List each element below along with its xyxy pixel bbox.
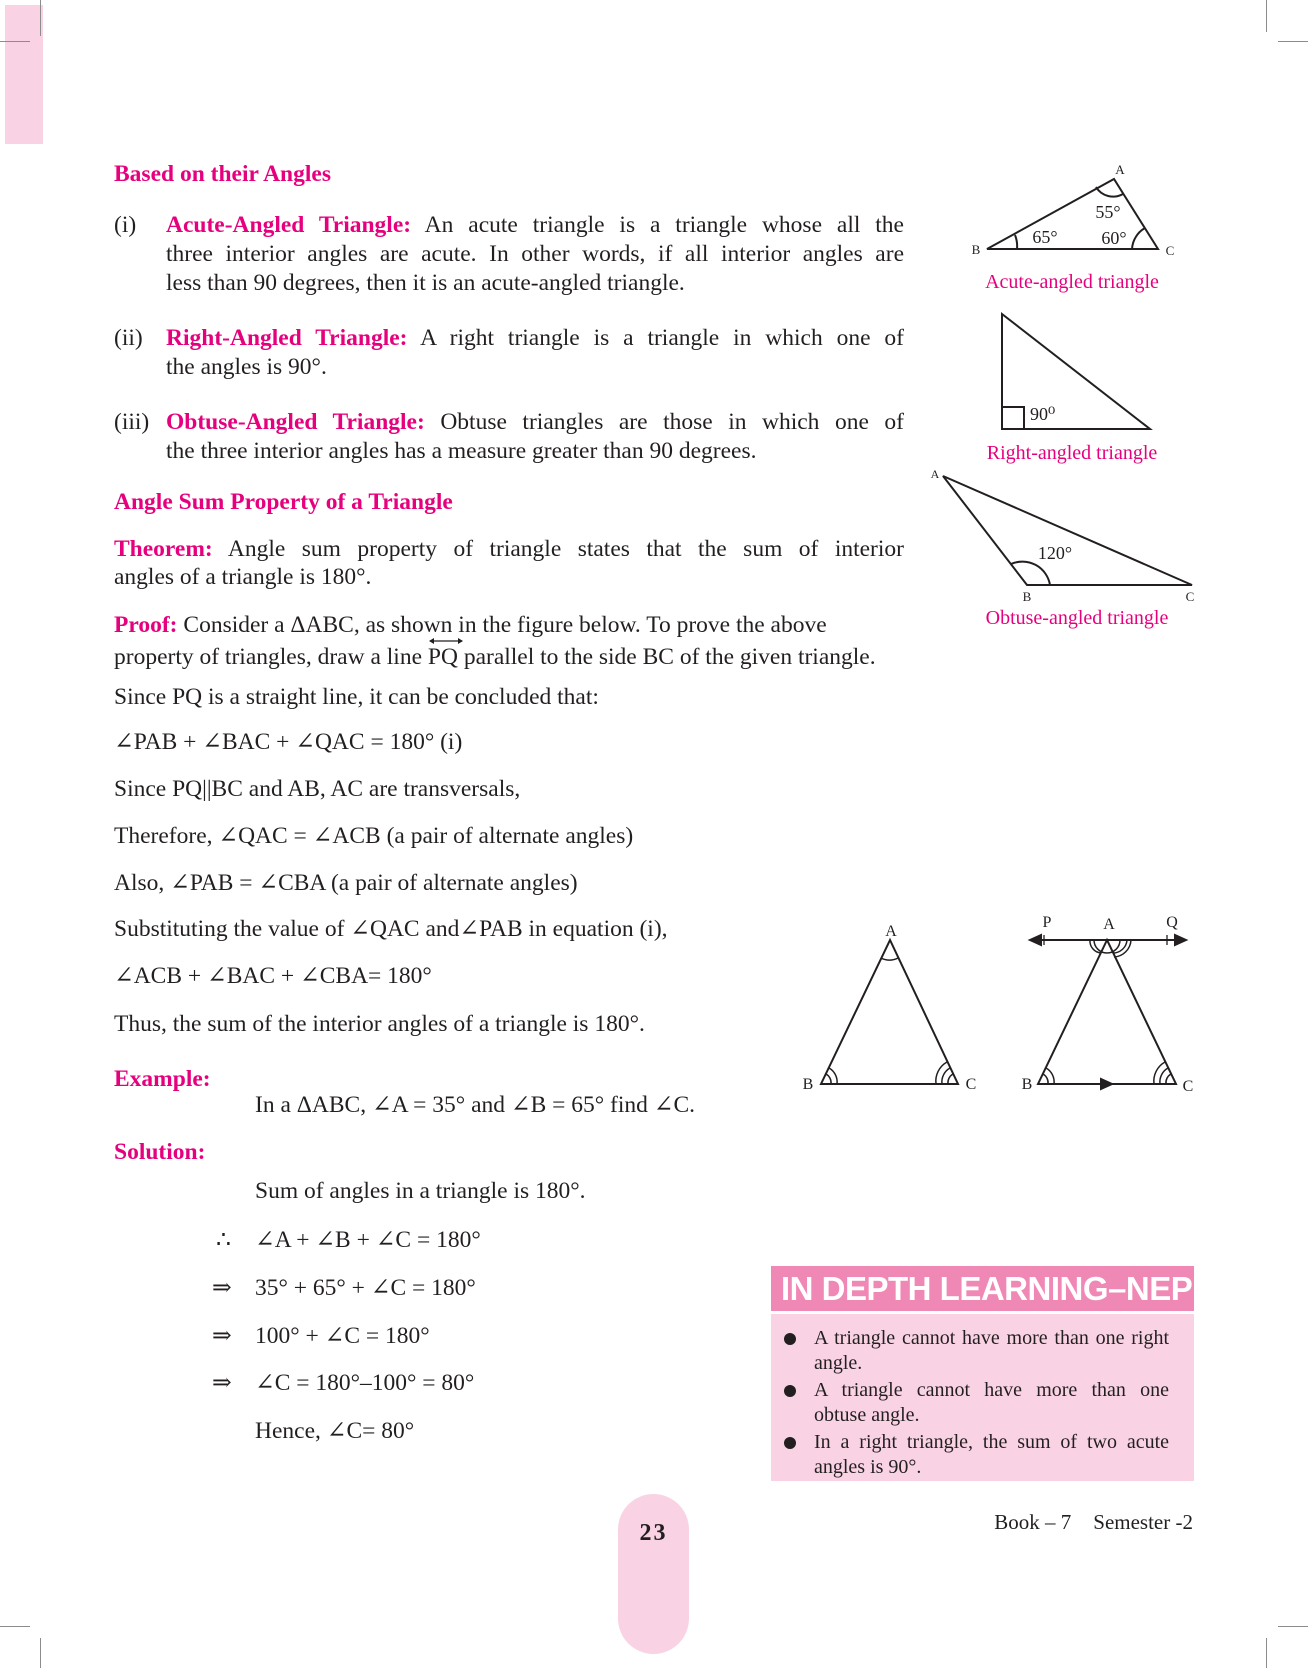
therefore-symbol: ∴ — [216, 1227, 231, 1253]
example-label: Example: — [114, 1066, 211, 1092]
item-title: Right-Angled Triangle: — [166, 325, 408, 351]
acute-triangle-figure — [987, 179, 1158, 249]
solution-final: Hence, ∠C= 80° — [255, 1418, 415, 1444]
vertex-label: B — [1022, 589, 1032, 604]
angle-label: 90⁰ — [1030, 404, 1056, 424]
item-acute-line: less than 90 degrees, then it is an acute-angled triangle. — [166, 270, 685, 296]
vertex-label: A — [1115, 162, 1125, 177]
vertex-label: C — [1165, 243, 1175, 258]
implies-symbol: ⇒ — [212, 1275, 232, 1301]
vertex-label: B — [971, 242, 981, 257]
proof-text: Consider a ΔABC, as shown in the figure below. To prove the above — [177, 612, 827, 638]
angle-label: 120° — [1037, 543, 1073, 563]
item-right-line: the angles is 90°. — [166, 354, 327, 380]
footer-book-info — [994, 1510, 1193, 1535]
solution-step: 35° + 65° + ∠C = 180° — [255, 1275, 476, 1301]
vertex-label: C — [1182, 1078, 1194, 1095]
nep-box — [771, 1314, 1194, 1481]
item-number: (i) — [114, 212, 137, 238]
proof-step: Substituting the value of ∠QAC and∠PAB in equation (i), — [114, 916, 668, 942]
proof-step: Since PQ||BC and AB, AC are transversals, — [114, 776, 521, 802]
solution-intro: Sum of angles in a triangle is 180°. — [255, 1178, 586, 1204]
item-title: Obtuse-Angled Triangle: — [166, 409, 425, 435]
right-angle-marker — [1002, 407, 1024, 429]
implies-symbol: ⇒ — [212, 1370, 232, 1396]
angle-arc — [1015, 235, 1017, 249]
point-label: A — [1103, 916, 1115, 933]
proof-label: Proof: — [114, 612, 178, 638]
theorem-text: Angle sum property of triangle states that the sum of interior — [212, 536, 904, 562]
right-caption: Right-angled triangle — [986, 442, 1158, 464]
bullet-text: A triangle cannot have more than one right angle. — [814, 1327, 1169, 1374]
page-number: 23 — [639, 1520, 668, 1546]
theorem-label: Theorem: — [114, 536, 213, 562]
section-heading-angle-sum: Angle Sum Property of a Triangle — [114, 489, 453, 515]
bullet-icon — [784, 1333, 796, 1345]
obtuse-caption: Obtuse-angled triangle — [985, 607, 1169, 629]
book-label: Book – 7 — [994, 1510, 1072, 1534]
vertex-label: A — [930, 467, 940, 481]
item-title: Acute-Angled Triangle: — [166, 212, 412, 238]
section-heading-angles: Based on their Angles — [114, 161, 331, 187]
item-text: Obtuse triangles are those in which one of — [424, 409, 904, 435]
vertex-label: A — [885, 923, 897, 940]
solution-step: 100° + ∠C = 180° — [255, 1323, 430, 1349]
proof-step: Thus, the sum of the interior angles of a triangle is 180°. — [114, 1011, 645, 1037]
proof-text: parallel to the side BC of the given triangle. — [457, 644, 876, 670]
semester-label: Semester -2 — [1093, 1510, 1193, 1534]
proof-step: Since PQ is a straight line, it can be concluded that: — [114, 684, 599, 710]
angle-label: 60° — [1101, 228, 1127, 248]
proof-step: Therefore, ∠QAC = ∠ACB (a pair of alternate angles) — [114, 823, 634, 849]
pq-label: PQ — [427, 644, 458, 670]
angle-label: 65° — [1032, 227, 1058, 247]
item-text: An acute triangle is a triangle whose all the — [411, 212, 904, 238]
vertex-label: B — [1021, 1076, 1033, 1093]
obtuse-triangle-shape — [943, 476, 1192, 585]
example-text: In a ΔABC, ∠A = 35° and ∠B = 65° find ∠C. — [255, 1092, 695, 1118]
proof-text: property of triangles, draw a line — [114, 644, 428, 670]
solution-step: ∠C = 180°–100° = 80° — [255, 1370, 475, 1396]
item-obtuse-line: the three interior angles has a measure greater than 90 degrees. — [166, 438, 757, 464]
nep-box-title: IN DEPTH LEARNING–NEP 2020 — [771, 1266, 1194, 1311]
vertex-label: C — [1185, 589, 1195, 604]
solution-step: ∠A + ∠B + ∠C = 180° — [255, 1227, 481, 1253]
vertex-label: B — [802, 1076, 814, 1093]
point-label: P — [1042, 914, 1052, 931]
bullet-text: A triangle cannot have more than one obtuse angle. — [814, 1379, 1169, 1426]
angle-label: 55° — [1095, 202, 1121, 222]
acute-triangle-shape — [987, 179, 1158, 249]
proof-step: Also, ∠PAB = ∠CBA (a pair of alternate angles) — [114, 870, 578, 896]
proof-step: ∠PAB + ∠BAC + ∠QAC = 180° (i) — [114, 729, 463, 755]
point-label: Q — [1166, 914, 1178, 931]
item-number: (iii) — [114, 409, 150, 435]
item-acute-line: three interior angles are acute. In other words, if all interior angles are — [166, 241, 904, 267]
proof-triangle-right — [1030, 935, 1186, 1089]
obtuse-triangle-figure — [943, 476, 1192, 585]
implies-symbol: ⇒ — [212, 1323, 232, 1349]
bullet-text: In a right triangle, the sum of two acute angles is 90°. — [814, 1431, 1169, 1478]
theorem-line: angles of a triangle is 180°. — [114, 564, 372, 590]
acute-caption: Acute-angled triangle — [985, 271, 1159, 293]
vertex-label: C — [965, 1076, 977, 1093]
item-number: (ii) — [114, 325, 143, 351]
page-number-tab — [618, 1494, 689, 1654]
solution-label: Solution: — [114, 1139, 206, 1165]
proof-step: ∠ACB + ∠BAC + ∠CBA= 180° — [114, 963, 432, 989]
bullet-icon — [784, 1437, 796, 1449]
item-text: A right triangle is a triangle in which one of — [407, 325, 904, 351]
right-triangle-figure — [1002, 314, 1150, 429]
bullet-icon — [784, 1385, 796, 1397]
proof-triangle-left — [821, 940, 958, 1084]
angle-arc — [1132, 228, 1145, 249]
